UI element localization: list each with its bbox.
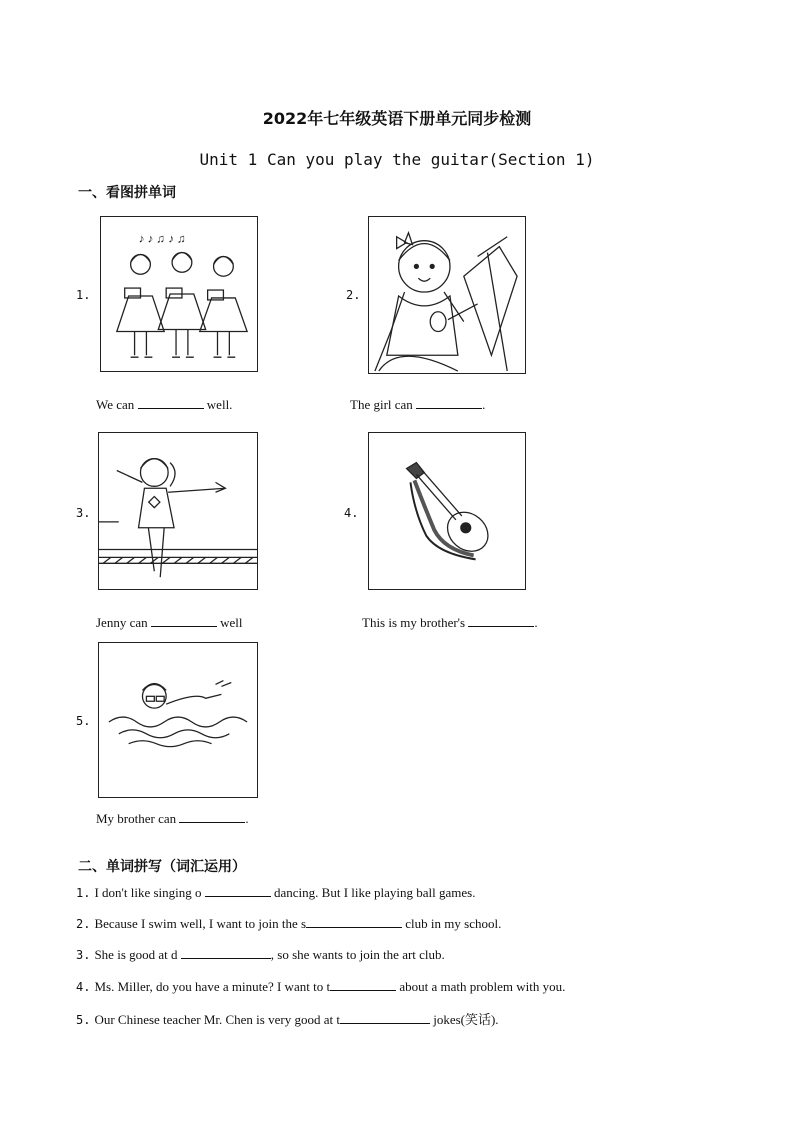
swimming-boy-picture: [98, 642, 258, 798]
page-title: 2022年七年级英语下册单元同步检测: [262, 109, 532, 128]
item-1-sentence: We can well.: [96, 397, 233, 412]
item-4-sentence: This is my brother's .: [362, 615, 538, 630]
answer-blank[interactable]: [340, 1011, 430, 1024]
page-subtitle: Unit 1 Can you play the guitar(Section 1): [199, 150, 595, 169]
spelling-question-3: 3. She is good at d , so she wants to join the art club.: [76, 947, 445, 962]
answer-blank[interactable]: [179, 810, 245, 823]
spelling-question-4: 4. Ms. Miller, do you have a minute? I want to t about a math problem with you.: [76, 979, 566, 994]
answer-blank[interactable]: [330, 978, 396, 991]
painting-girl-picture: [368, 216, 526, 374]
section-1-heading: 一、看图拼单词: [78, 185, 176, 201]
item-2-sentence: The girl can .: [350, 397, 486, 412]
spelling-question-2: 2. Because I swim well, I want to join the s club in my school.: [76, 916, 502, 931]
section-2-heading: 二、单词拼写（词汇运用）: [78, 859, 246, 875]
answer-blank[interactable]: [151, 614, 217, 627]
answer-blank[interactable]: [205, 884, 271, 897]
guitar-picture: [368, 432, 526, 590]
item-2-number: 2.: [346, 288, 361, 302]
item-3-sentence: Jenny can well: [96, 615, 243, 630]
item-5-number: 5.: [76, 714, 91, 728]
item-4-number: 4.: [344, 506, 359, 520]
spelling-question-5: 5. Our Chinese teacher Mr. Chen is very good at t jokes(笑话).: [76, 1012, 499, 1027]
answer-blank[interactable]: [138, 396, 204, 409]
answer-blank[interactable]: [416, 396, 482, 409]
dancing-girl-picture: [98, 432, 258, 590]
singing-girls-picture: [100, 216, 258, 372]
item-1-number: 1.: [76, 288, 91, 302]
answer-blank[interactable]: [181, 946, 271, 959]
spelling-question-1: 1. I don't like singing o dancing. But I like playing ball games.: [76, 885, 476, 900]
item-3-number: 3.: [76, 506, 91, 520]
answer-blank[interactable]: [468, 614, 534, 627]
item-5-sentence: My brother can .: [96, 811, 249, 826]
answer-blank[interactable]: [306, 915, 402, 928]
svg-text:♪ ♪ ♫ ♪ ♫: ♪ ♪ ♫ ♪ ♫: [138, 231, 186, 246]
